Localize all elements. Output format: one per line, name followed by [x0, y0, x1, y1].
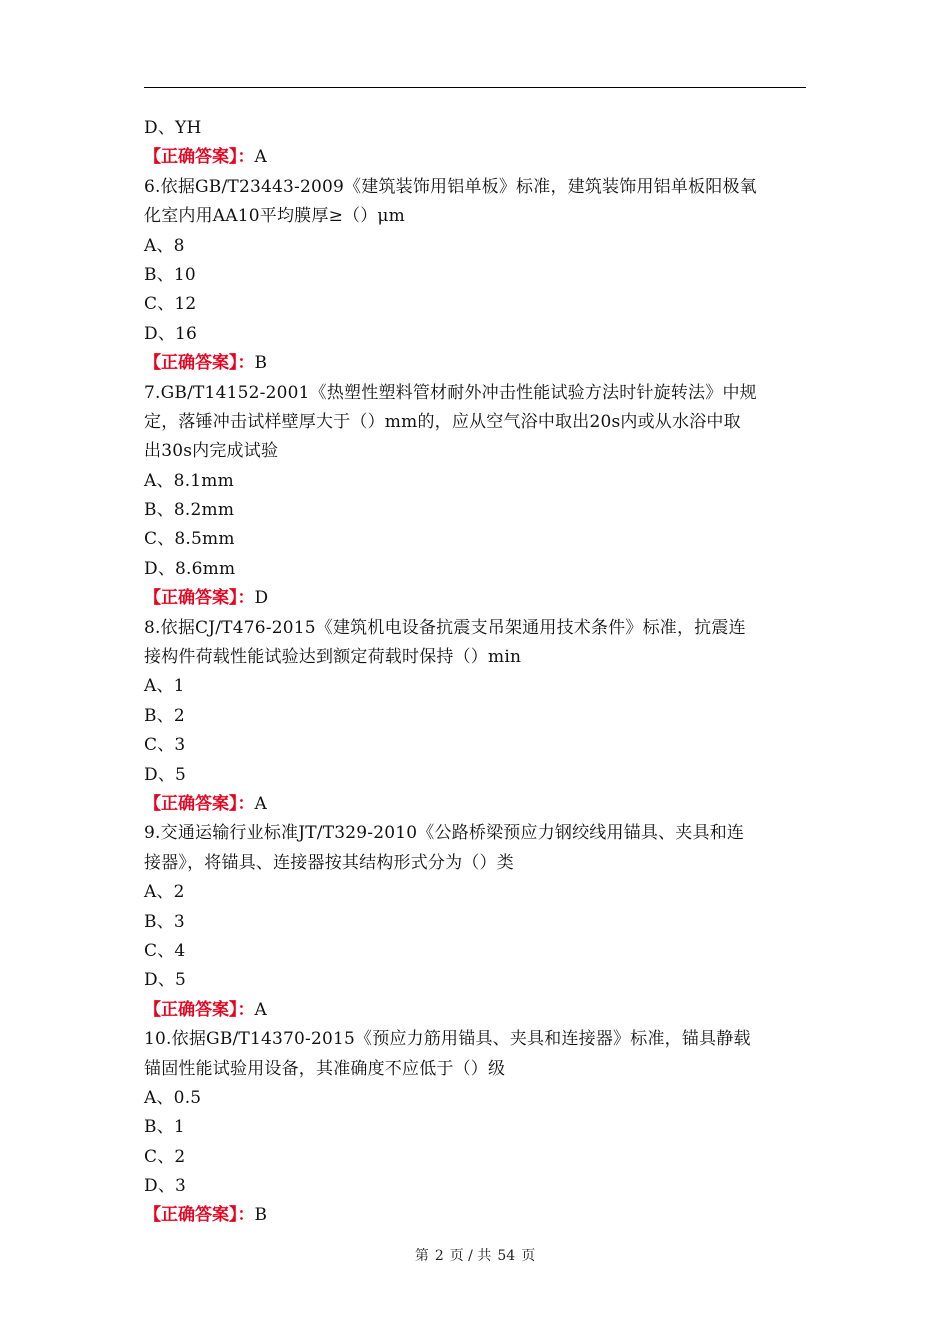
option-a: A、0.5	[144, 1087, 202, 1108]
question-8	[144, 614, 806, 820]
option-d: D、3	[144, 1176, 187, 1197]
question-stem-line: 6.依据GB/T23443-2009《建筑装饰用铝单板》标准，建筑装饰用铝单板阳极氧	[144, 176, 757, 197]
question-stem-line: 9.交通运输行业标准JT/T329-2010《公路桥梁预应力钢绞线用锚具、夹具和连	[144, 823, 745, 844]
answer-label: 【正确答案】：	[144, 353, 255, 374]
footer-mid: 页 / 共	[449, 1248, 492, 1264]
option-d: D、16	[144, 323, 198, 344]
option-d: D、5	[144, 764, 187, 785]
option-a: A、8.1mm	[144, 470, 234, 491]
question-stem-line: 接构件荷载性能试验达到额定荷载时保持（）min	[144, 647, 522, 668]
answer-value: B	[254, 353, 267, 374]
correct-answer	[144, 790, 806, 819]
answer-value: A	[254, 793, 267, 814]
answer-label: 【正确答案】：	[144, 793, 255, 814]
question-10	[144, 1025, 806, 1231]
option-c: C、2	[144, 1146, 186, 1167]
option-d: D、YH	[144, 118, 202, 138]
question-list	[144, 114, 806, 1231]
option-d: D、5	[144, 970, 187, 991]
page-footer	[0, 1245, 950, 1265]
answer-label: 【正确答案】：	[144, 1205, 255, 1226]
option-a: A、2	[144, 882, 185, 903]
footer-prefix: 第	[414, 1248, 429, 1264]
option-c: C、4	[144, 940, 186, 961]
correct-answer	[144, 996, 806, 1025]
option-b: B、2	[144, 705, 185, 726]
question-stem-line: 接器》，将锚具、连接器按其结构形式分为（）类	[144, 852, 514, 873]
option-b: B、1	[144, 1117, 185, 1138]
footer-suffix: 页	[521, 1248, 536, 1264]
answer-label: 【正确答案】：	[144, 147, 255, 168]
answer-value: A	[254, 999, 267, 1020]
question-stem-line: 8.依据CJ/T476-2015《建筑机电设备抗震支吊架通用技术条件》标准，抗震连	[144, 617, 746, 638]
option-a: A、1	[144, 676, 185, 697]
option-c: C、3	[144, 735, 186, 756]
correct-answer	[144, 584, 806, 613]
answer-value: D	[254, 588, 269, 609]
option-b: B、8.2mm	[144, 500, 235, 521]
correct-answer	[144, 143, 806, 172]
question-stem-line: 定，落锤冲击试样壁厚大于（）mm的，应从空气浴中取出20s内或从水浴中取	[144, 411, 741, 432]
current-page-number: 2	[434, 1248, 444, 1264]
question-stem-line: 出30s内完成试验	[144, 441, 279, 462]
option-c: C、12	[144, 294, 197, 315]
total-page-count: 54	[497, 1248, 516, 1264]
question-7	[144, 379, 806, 614]
question-stem-line: 7.GB/T14152-2001《热塑性塑料管材耐外冲击性能试验方法时针旋转法》中规	[144, 382, 757, 403]
question-stem-line: 10.依据GB/T14370-2015《预应力筋用锚具、夹具和连接器》标准，锚具静载	[144, 1029, 751, 1050]
option-d: D、8.6mm	[144, 558, 236, 579]
correct-answer	[144, 349, 806, 378]
option-b: B、3	[144, 911, 185, 932]
question-6	[144, 173, 806, 379]
answer-label: 【正确答案】：	[144, 999, 255, 1020]
header-rule	[144, 87, 806, 88]
answer-value: B	[254, 1205, 267, 1226]
correct-answer	[144, 1201, 806, 1230]
answer-label: 【正确答案】：	[144, 588, 255, 609]
question-stem-line: 锚固性能试验用设备，其准确度不应低于（）级	[144, 1058, 506, 1079]
option-a: A、8	[144, 235, 185, 256]
answer-value: A	[254, 147, 267, 168]
question-stem-line: 化室内用AA10平均膜厚≥（）μm	[144, 206, 405, 227]
question-9	[144, 819, 806, 1025]
option-b: B、10	[144, 264, 196, 285]
option-c: C、8.5mm	[144, 529, 235, 550]
